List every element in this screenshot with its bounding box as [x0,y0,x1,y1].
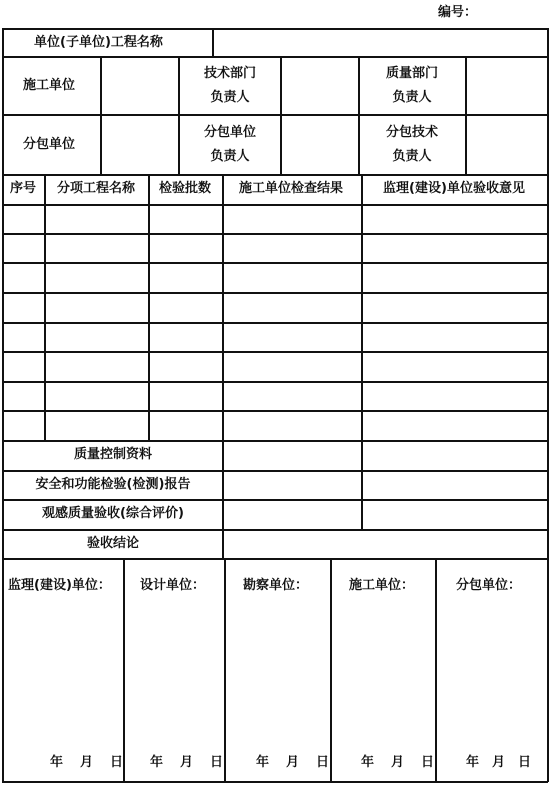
day-label: 日 [518,755,532,770]
signature-date [50,751,123,770]
col-header-contractor-result: 施工单位检查结果 [238,181,344,196]
col-header-supervisor-opinion: 监理(建设)单位验收意见 [383,181,525,196]
table-row[interactable] [4,382,546,410]
project-name-field[interactable] [214,30,546,56]
table-row[interactable] [4,323,546,351]
month-label: 月 [492,755,506,770]
table-row[interactable] [4,234,546,262]
tech-dept-label-line1: 技术部门 [203,66,257,81]
appearance-label: 观感质量验收(综合评价) [42,506,184,521]
signature-survey-label: 勘察单位： [243,578,309,593]
table-row[interactable] [4,263,546,292]
table-row[interactable] [4,293,546,322]
construction-unit-label: 施工单位 [23,78,76,93]
signature-date [466,751,531,770]
sub-tech-head-label-line1: 分包技术 [385,125,439,140]
day-label: 日 [110,755,124,770]
month-label: 月 [391,755,405,770]
year-label: 年 [466,755,480,770]
signature-design-label: 设计单位： [140,578,206,593]
table-row[interactable] [4,411,546,440]
month-label: 月 [180,755,194,770]
year-label: 年 [361,755,375,770]
conclusion-field[interactable] [224,530,546,558]
quality-dept-head-field[interactable] [467,58,547,114]
col-header-serial: 序号 [9,181,37,196]
year-label: 年 [256,755,270,770]
tech-dept-head-field[interactable] [282,58,358,114]
sub-tech-head-label-line2: 负责人 [392,149,432,164]
conclusion-label: 验收结论 [86,536,140,551]
signature-subcontract-label: 分包单位： [456,578,522,593]
subcontract-unit-label: 分包单位 [23,137,76,152]
table-row[interactable] [4,352,546,381]
signature-area[interactable] [4,600,122,740]
tech-dept-label-line2: 负责人 [210,90,250,105]
sub-unit-head-field[interactable] [282,116,358,174]
signature-supervisor-label: 监理(建设)单位： [8,578,111,593]
signature-date [150,751,223,770]
signature-area[interactable] [125,600,223,740]
table-row[interactable] [4,205,546,233]
month-label: 月 [286,755,300,770]
signature-area[interactable] [332,600,434,740]
signature-date [256,751,329,770]
sub-unit-head-label-line2: 负责人 [210,149,250,164]
safety-report-label: 安全和功能检验(检测)报告 [35,477,191,492]
day-label: 日 [316,755,330,770]
quality-dept-label-line2: 负责人 [392,90,432,105]
signature-construction-label: 施工单位： [349,578,415,593]
subcontract-unit-field[interactable] [102,116,178,174]
day-label: 日 [421,755,435,770]
year-label: 年 [50,755,64,770]
day-label: 日 [210,755,224,770]
construction-unit-field[interactable] [102,58,178,114]
project-name-label: 单位(子单位)工程名称 [34,35,163,50]
col-header-batch-count: 检验批数 [158,181,212,196]
serial-number-label: 编号： [438,5,478,20]
year-label: 年 [150,755,164,770]
quality-dept-label-line1: 质量部门 [385,66,439,81]
signature-area[interactable] [226,600,329,740]
quality-docs-label: 质量控制资料 [73,447,153,462]
signature-date [361,751,434,770]
sub-tech-head-field[interactable] [467,116,547,174]
sub-unit-head-label-line1: 分包单位 [203,125,257,140]
month-label: 月 [80,755,94,770]
signature-area[interactable] [437,600,546,740]
col-header-item-name: 分项工程名称 [56,181,136,196]
